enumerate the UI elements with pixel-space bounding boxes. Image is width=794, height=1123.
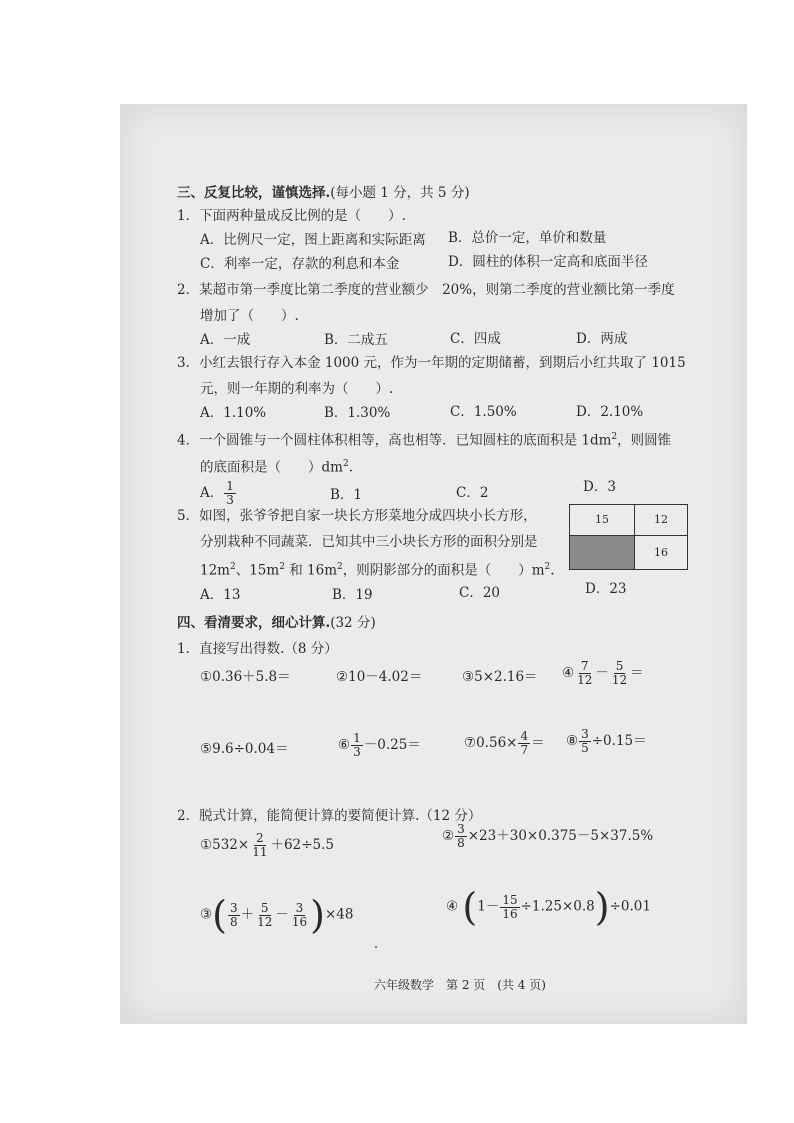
- step-calc-2-tail: ×23＋30×0.375－5×37.5%: [467, 828, 654, 844]
- exam-page: [120, 104, 747, 1024]
- q1-option-c: C．利率一定，存款的利息和本金: [200, 256, 400, 272]
- q2-stem-line1: 2．某超市第一季度比第二季度的营业额少 20%，则第二季度的营业额比第一季度: [177, 282, 675, 298]
- step-calc-3-frac1: [228, 902, 240, 929]
- calc-8-tail: ÷0.15＝: [591, 733, 647, 749]
- calc-8-frac: [579, 728, 591, 755]
- q5-stem3-text: ，则阴影部分的面积是（ ）m: [342, 562, 545, 579]
- calc-7-label: ⑦0.56×: [464, 735, 518, 751]
- q4-stem2-text: 的底面积是（ ）dm: [200, 459, 343, 476]
- q5-sup: 2: [544, 562, 551, 572]
- q5-sup: 2: [229, 562, 236, 572]
- step-calc-4-mid: ÷1.25×0.8: [520, 898, 595, 915]
- paren-left: (: [462, 885, 478, 929]
- q2-stem-line2: 增加了（ ）.: [200, 308, 299, 324]
- calc-6: [338, 732, 421, 759]
- step-calc-3: [200, 893, 354, 937]
- q3-option-d: D．2.10%: [576, 404, 644, 420]
- q4-stem-line1: [177, 428, 671, 450]
- q2-option-a: A．一成: [200, 332, 251, 348]
- q4-option-b: B．1: [330, 487, 363, 503]
- fraction-numerator: 3: [295, 900, 304, 915]
- fraction-denominator: 3: [353, 745, 361, 759]
- step-calc-4-tail: ÷0.01: [609, 898, 651, 915]
- step-calc-3-frac2: [255, 902, 274, 929]
- q2-option-b: B．二成五: [324, 332, 388, 348]
- section-4-title: 四、看清要求，细心计算.: [177, 615, 331, 631]
- fraction-numerator: 15: [502, 892, 518, 907]
- q4-option-a-fraction: [224, 480, 236, 507]
- section-3-title: 三、反复比较，谨慎选择.: [177, 185, 331, 201]
- grid-cell-bottom-right: 16: [654, 545, 668, 559]
- fraction-numerator: 4: [520, 729, 529, 743]
- q5-area-15: 、15m: [235, 562, 280, 579]
- grid-cell-top-left: 15: [570, 505, 635, 536]
- calc-5: ⑤9.6÷0.04＝: [200, 741, 289, 757]
- calc-4-label: ④: [562, 665, 575, 681]
- fraction-numerator: 3: [229, 900, 238, 915]
- step-calc-4-frac: [500, 894, 519, 921]
- fraction-numerator: 3: [581, 727, 589, 741]
- fraction-denominator: 12: [577, 673, 593, 687]
- q5-option-c: C．20: [459, 585, 501, 601]
- fraction-denominator: 3: [226, 493, 234, 507]
- fraction-denominator: 12: [257, 914, 273, 929]
- calc-4: [562, 660, 644, 687]
- section-3-points: (每小题 1 分，共 5 分): [330, 185, 470, 201]
- q3-stem-line2: 元，则一年期的利率为（ ）.: [200, 381, 394, 397]
- fraction-numerator: 2: [256, 831, 264, 845]
- fraction-denominator: 7: [520, 743, 529, 757]
- q5-stem3-tail: .: [550, 562, 555, 579]
- q4-option-a: [200, 480, 237, 507]
- paper-speck: [375, 946, 377, 948]
- step-calc-2: [442, 823, 653, 850]
- fraction-numerator: 1: [353, 731, 361, 745]
- section-4-points: (32 分): [330, 615, 376, 631]
- step-calc-4: [446, 885, 651, 929]
- calc-6-tail: －0.25＝: [363, 737, 421, 753]
- q4-stem-line2: [200, 455, 353, 477]
- q5-rectangle-figure: [569, 504, 688, 570]
- q5-stem-line3: [200, 558, 555, 580]
- step-calc-3-frac3: [290, 902, 309, 929]
- fraction-numerator: 7: [580, 659, 589, 673]
- q4-option-d: D．3: [583, 479, 616, 495]
- step-calc-3-tail: ×48: [324, 906, 354, 923]
- paren-right: ): [310, 893, 325, 937]
- calc-3: ③5×2.16＝: [462, 669, 538, 685]
- paren-right: ): [594, 885, 610, 929]
- q5-option-a: A．13: [200, 587, 241, 603]
- calc-8: [566, 728, 647, 755]
- part2-title: 2．脱式计算，能简便计算的要简便计算.（12 分）: [177, 808, 482, 824]
- calc-4-frac2: [610, 660, 629, 687]
- q3-option-a: A．1.10%: [200, 405, 267, 421]
- fraction-numerator: 3: [457, 822, 465, 836]
- q1-option-d: D．圆柱的体积一定高和底面半径: [448, 254, 648, 270]
- fraction-numerator: 5: [615, 659, 624, 673]
- fraction-denominator: 8: [457, 836, 465, 850]
- q4-stem2-tail: .: [348, 459, 353, 476]
- q2-option-d: D．两成: [576, 331, 628, 347]
- calc-4-eq: ＝: [630, 665, 644, 681]
- q3-option-c: C．1.50%: [450, 404, 517, 420]
- section-4-heading: [177, 614, 376, 632]
- step-calc-2-label: ②: [442, 828, 455, 844]
- q4-stem1-tail: ，则圆锥: [617, 432, 672, 449]
- calc-7-frac: [518, 730, 530, 757]
- fraction-numerator: 1: [226, 479, 234, 493]
- q5-sup: 2: [279, 562, 285, 572]
- fraction-denominator: 5: [581, 741, 589, 755]
- fraction-denominator: 16: [502, 906, 518, 921]
- grid-cell-top-right: 12: [635, 505, 687, 536]
- q4-stem1-sup: 2: [611, 432, 618, 442]
- fraction-denominator: 16: [291, 914, 308, 929]
- fraction-denominator: 8: [229, 914, 238, 929]
- q1-option-b: B．总价一定，单价和数量: [448, 230, 607, 246]
- section-3-heading: [177, 184, 470, 202]
- step-calc-4-one: 1－: [477, 898, 500, 915]
- calc-2: ②10－4.02＝: [336, 669, 423, 685]
- calc-1: ①0.36＋5.8＝: [200, 669, 291, 685]
- q3-option-b: B．1.30%: [324, 405, 391, 421]
- step-calc-4-label: ④: [446, 898, 459, 915]
- q1-stem: 1．下面两种量成反比例的是（ ）.: [177, 208, 406, 224]
- step-calc-1-frac: [250, 832, 269, 859]
- calc-8-label: ⑧: [566, 733, 579, 749]
- calc-7-eq: ＝: [531, 735, 545, 751]
- step-calc-3-label: ③: [200, 906, 213, 923]
- q4-stem1-text: 4．一个圆锥与一个圆柱体积相等，高也相等．已知圆柱的底面积是 1dm: [177, 432, 612, 449]
- q5-stem-line1: 5．如图，张爷爷把自家一块长方形菜地分成四块小长方形，: [177, 508, 537, 524]
- q5-area-16: 和 16m: [284, 562, 337, 579]
- q4-stem2-sup: 2: [342, 459, 349, 469]
- q5-area-12: 12m: [200, 562, 230, 579]
- q5-option-b: B．19: [332, 587, 373, 603]
- grid-cell-shaded: [570, 536, 635, 569]
- step-calc-1: [200, 832, 334, 859]
- fraction-numerator: 5: [260, 900, 269, 915]
- step-calc-1-tail: ＋62÷5.5: [270, 837, 334, 853]
- q4-option-c: C．2: [456, 485, 489, 501]
- op-minus: －: [275, 906, 289, 923]
- calc-4-frac1: [575, 660, 594, 687]
- q5-sup: 2: [337, 562, 343, 572]
- step-calc-1-label: ①532×: [200, 837, 250, 853]
- calc-6-frac: [351, 732, 363, 759]
- calc-6-label: ⑥: [338, 737, 351, 753]
- q5-option-d: D．23: [585, 581, 627, 597]
- fraction-denominator: 12: [611, 673, 628, 687]
- paren-left: (: [212, 893, 227, 937]
- q3-stem-line1: 3．小红去银行存入本金 1000 元，作为一年期的定期储蓄，到期后小红共取了 1015: [177, 355, 686, 371]
- q5-stem-line2: 分别栽种不同蔬菜．已知其中三小块长方形的面积分别是: [200, 534, 538, 550]
- part1-title: 1．直接写出得数.（8 分）: [177, 641, 338, 657]
- step-calc-2-frac: [455, 823, 467, 850]
- calc-4-op: －: [595, 665, 609, 681]
- q4-option-a-label: A．: [200, 485, 224, 501]
- op-plus: ＋: [240, 906, 255, 923]
- q1-option-a: A．比例尺一定，图上距离和实际距离: [200, 232, 426, 248]
- fraction-denominator: 11: [252, 845, 268, 859]
- calc-7: [464, 730, 545, 757]
- q2-option-c: C．四成: [450, 331, 501, 347]
- page-footer: 六年级数学 第 2 页 (共 4 页): [374, 978, 546, 992]
